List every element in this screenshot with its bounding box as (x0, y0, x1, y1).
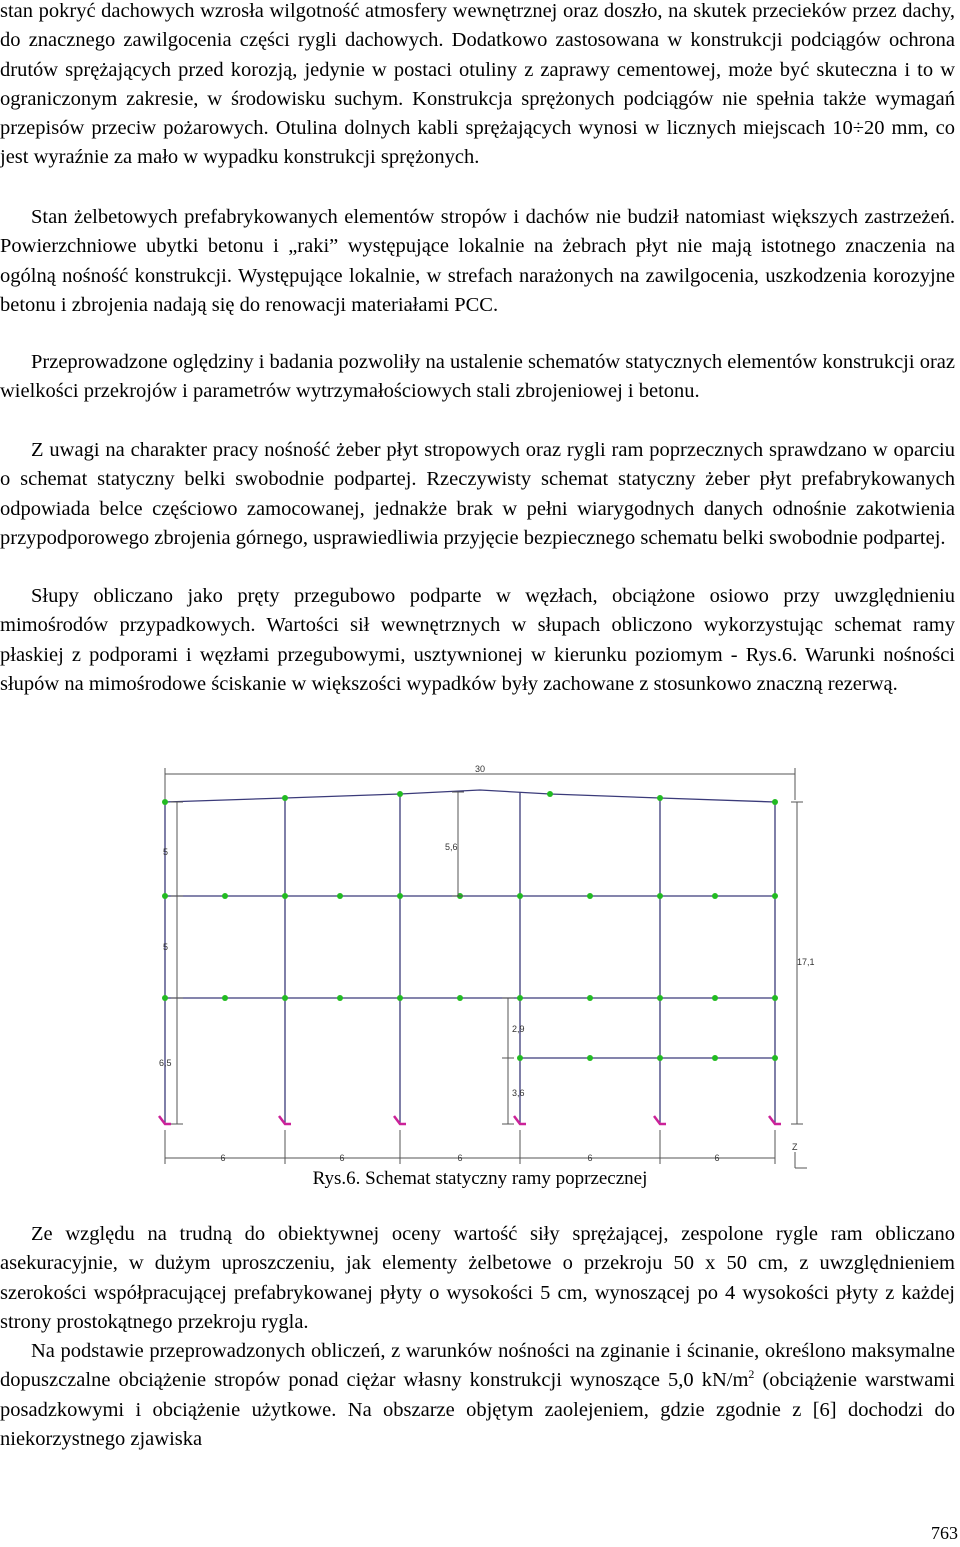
dim-bay-2: 6 (339, 1153, 345, 1163)
paragraph-columns: Słupy obliczano jako pręty przegubowo podparte w węzłach, obciążone osiowo przy uwzględnieniu mimośrodów przypadkowych. Wartości sił wewnętrznych w słupach obliczono wykorzystując schemat ramy płaskiej z podporami i węzłami przegubowymi, usztywnionej w kierunku poziomym - Rys.6. Warunki nośności słupów na mimośrodowe ściskanie w większości wypadków były zachowane z stosunkowo znaczną rezerwą. (0, 585, 955, 695)
nodes (162, 791, 778, 1061)
dim-bay-1: 6 (220, 1153, 226, 1163)
mid-dimension (452, 792, 514, 1124)
bottom-dimension (165, 1130, 775, 1164)
supports (159, 1116, 781, 1124)
dim-total-width: 30 (474, 764, 486, 774)
paragraph-beams: Ze względu na trudną do obiektywnej oceny wartość siły sprężającej, zespolone rygle ram obliczano asekuracyjnie, w dużym uproszczeniu, jak elementy żelbetowe o przekroju 50 x 50 cm, z uwzględnieniem szerokości współpracującej prefabrykowanej płyty o wysokości 5 cm, wynoszącej po 4 wysokości płyty z każdej strony prostokątnego przekroju rygla. (0, 1223, 955, 1333)
dim-mid-height-1: 5,6 (445, 842, 458, 852)
floor-beams (165, 896, 775, 1058)
superscript-two: 2 (748, 1367, 755, 1382)
dim-bay-5: 6 (714, 1153, 720, 1163)
dim-total-height: 17,1 (797, 957, 815, 967)
axis-marker (795, 1152, 807, 1168)
paragraph-inspection: Przeprowadzone oględziny i badania pozwoliły na ustalenie schematów statycznych elementów konstrukcji oraz wielkości przekrojów i parametrów wytrzymałościowych stali zbrojeniowej i betonu. (0, 351, 955, 403)
axis-label-z: Z (792, 1142, 798, 1152)
dim-mid-height-3: 3,6 (512, 1088, 525, 1098)
top-dimension (165, 764, 795, 800)
paragraph-static-scheme: Z uwagi na charakter pracy nośność żeber płyt stropowych oraz rygli ram poprzecznych sprawdzano w oparciu o schemat statyczny belki swobodnie podpartej. Rzeczywisty schemat statyczny żeber płyt prefabrykowanych odpowiada belce częściowo zamocowanej, jednakże brak w pełni wiarygodnych danych odnośnie zakotwienia przypodporowego zbrojenia górnego, usprawiedliwia przyjęcie bezpiecznego schematu belki swobodnie podpartej. (0, 439, 955, 549)
paragraph-load-capacity-part2: (obciążenie warstwami posadzkowymi i obciążenie użytkowe. Na obszarze objętym zaolejeniem, gdzie zgodnie z [6] dochodzi do niekorzystnego zjawiska (0, 1369, 955, 1450)
frame-diagram-svg (155, 760, 820, 1170)
page-number: 763 (931, 1523, 958, 1543)
dim-left-height-3: 6,5 (159, 1058, 172, 1068)
roof-beams (165, 790, 775, 802)
figure-caption: Rys.6. Schemat statyczny ramy poprzecznej (312, 1168, 648, 1189)
dim-left-height-1: 5 (163, 847, 169, 857)
dim-bay-3: 6 (457, 1153, 463, 1163)
paragraph-moisture-prestressing: stan pokryć dachowych wzrosła wilgotność atmosfery wewnętrznej oraz doszło, na skutek przecieków przez dachy, do znacznego zawilgocenia części rygli dachowych. Dodatkowo zastosowana w konstrukcji podciągów ochrona drutów sprężających przed korozją, jedynie w postaci otuliny z zaprawy cementowej, może być skuteczna i to w ograniczonym zakresie, w środowisku suchym. Konstrukcja sprężonych podciągów nie spełnia także wymagań przepisów przeciw pożarowych. Otulina dolnych kabli sprężających wynosi w licznych miejscach 10÷20 mm, co jest wyraźnie za mało w wypadku konstrukcji sprężonych. (0, 0, 955, 169)
dim-bay-4: 6 (587, 1153, 593, 1163)
left-dimension (171, 802, 183, 1124)
dim-left-height-2: 5 (163, 942, 169, 952)
columns (165, 792, 775, 1124)
frame-diagram (155, 760, 820, 1170)
paragraph-prefab-elements: Stan żelbetowych prefabrykowanych elementów stropów i dachów nie budził natomiast większych zastrzeżeń. Powierzchniowe ubytki betonu i „raki” występujące lokalnie na żebrach płyt nie mają istotnego znaczenia na ogólną nośność konstrukcji. Występujące lokalnie, w strefach narażonych na zawilgocenia, uszkodzenia korozyjne betonu i zbrojenia nadają się do renowacji materiałami PCC. (0, 206, 955, 316)
paragraph-load-capacity-part1: Na podstawie przeprowadzonych obliczeń, z warunków nośności na zginanie i ścinanie, określono maksymalne dopuszczalne obciążenie stropów ponad ciężar własny konstrukcji wynoszące 5,0 kN/m (0, 1340, 955, 1392)
dim-mid-height-2: 2,9 (512, 1024, 525, 1034)
paragraph-load-capacity (0, 1337, 955, 1454)
